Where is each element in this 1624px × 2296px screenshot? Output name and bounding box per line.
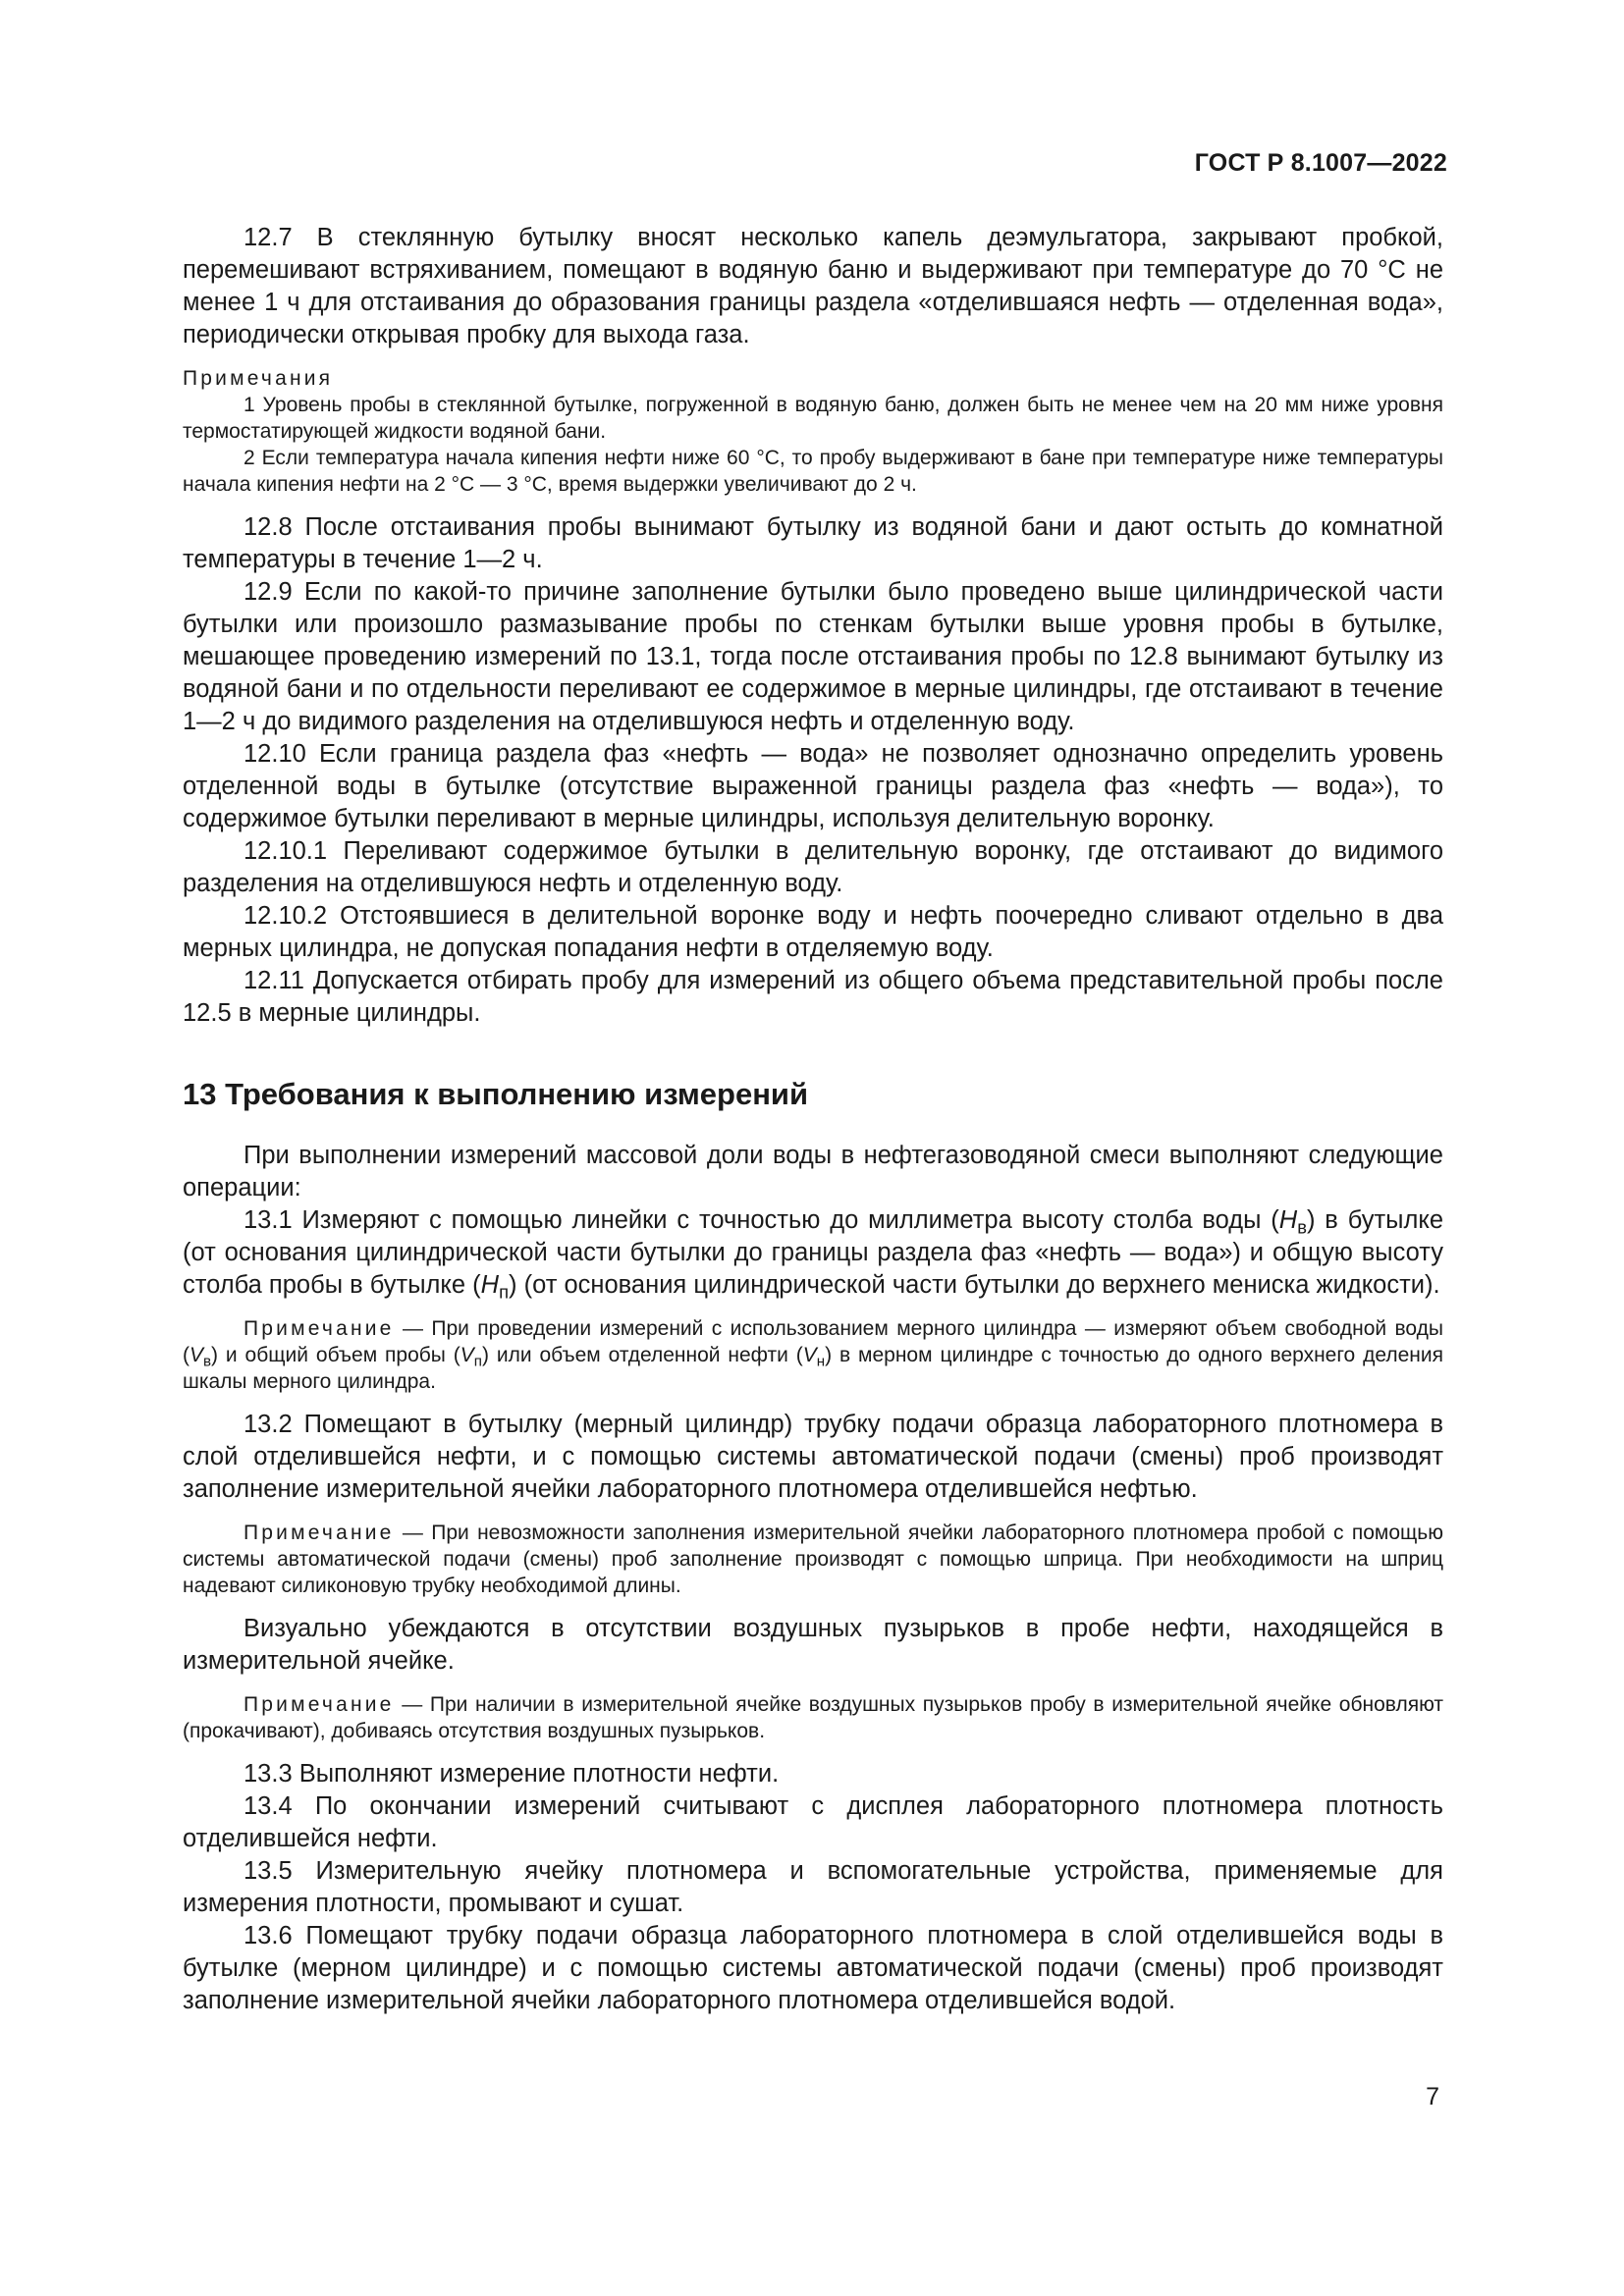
note-13-2-text: — При невозможности заполнения измерительной ячейки лабораторного плотномера пробой с помощью системы автоматической подачи (смены) проб заполнение производят с помощью шприца. При необходимости на шприц надевают силиконовую трубку необходимой длины. (183, 1522, 1443, 1597)
page-number: 7 (1426, 2083, 1439, 2110)
subscript-v: в (1297, 1216, 1307, 1238)
symbol-v: V (460, 1344, 474, 1366)
note-13-1 (183, 1315, 1443, 1395)
paragraph-12-10: 12.10 Если граница раздела фаз «нефть — вода» не позволяет однозначно определить уровень отделенной воды в бутылке (отсутствие выраженной границы раздела фаз «нефть — вода»), то содержимое бутылки переливают в мерные цилиндры, используя делительную воронку. (183, 740, 1443, 832)
note-13-1-c: ) или объем отделенной нефти ( (481, 1344, 803, 1366)
subscript-p: п (499, 1281, 510, 1303)
text-13-1-a: 13.1 Измеряют с помощью линейки с точностью до миллиметра высоту столба воды ( (244, 1206, 1279, 1234)
paragraph-13-6: 13.6 Помещают трубку подачи образца лабораторного плотномера в слой отделившейся воды в бутылке (мерном цилиндре) и с помощью системы автоматической подачи (смены) проб производят заполнение измерительной ячейки лабораторного плотномера отделившейся водой. (183, 1922, 1443, 2014)
note-1: 1 Уровень пробы в стеклянной бутылке, погруженной в водяную баню, должен быть не менее чем на 20 мм ниже уровня термостатирующей жидкости водяной бани. (183, 394, 1443, 443)
note-visual-check (183, 1691, 1443, 1744)
paragraph-12-10-1: 12.10.1 Переливают содержимое бутылки в делительную воронку, где отстаивают до видимого разделения на отделившуюся нефть и отделенную воду. (183, 837, 1443, 897)
symbol-h: H (480, 1271, 500, 1299)
standard-header: ГОСТ Р 8.1007—2022 (1194, 149, 1447, 177)
text-13-1-c: ) (от основания цилиндрической части бутылки до верхнего мениска жидкости). (509, 1271, 1440, 1299)
symbol-v: V (802, 1344, 817, 1366)
paragraph-12-9: 12.9 Если по какой-то причине заполнение бутылки было проведено выше цилиндрической части бутылки или произошло размазывание пробы по стенкам бутылки выше уровня пробы в бутылке, мешающее проведению измерений по 13.1, тогда после отстаивания пробы по 12.8 вынимают бутылку из водяной бани и по отдельности переливают ее содержимое в мерные цилиндры, где отстаивают в течение 1—2 ч до видимого разделения на отделившуюся нефть и отделенную воду. (183, 578, 1443, 735)
subscript-v: в (203, 1353, 212, 1370)
paragraph-13-5: 13.5 Измерительную ячейку плотномера и вспомогательные устройства, применяемые для измерения плотности, промывают и сушат. (183, 1857, 1443, 1917)
paragraph-13-3: 13.3 Выполняют измерение плотности нефти. (244, 1760, 780, 1788)
section-13-heading: 13 Требования к выполнению измерений (183, 1077, 809, 1111)
note-13-1-a: — При проведении измерений с использованием мерного цилиндра — измеряют объем свободной воды ( (183, 1317, 1443, 1366)
subscript-p: п (473, 1353, 482, 1370)
notes-12-7 (183, 365, 1443, 498)
paragraph-12-8: 12.8 После отстаивания пробы вынимают бутылку из водяной бани и дают остыть до комнатной температуры в течение 1—2 ч. (183, 513, 1443, 573)
text-13-1-b: ) в бутылке (от основания цилиндрической части бутылки до границы раздела фаз «нефть — вода») и общую высоту столба пробы в бутылке ( (183, 1206, 1444, 1299)
paragraph-13-2: 13.2 Помещают в бутылку (мерный цилиндр) трубку подачи образца лабораторного плотномера в слой отделившейся нефти, и с помощью системы автоматической подачи (смены) проб производят заполнение измерительной ячейки лабораторного плотномера отделившейся нефтью. (183, 1411, 1443, 1503)
paragraph-13-1 (183, 1204, 1443, 1302)
paragraph-12-7 (183, 222, 1443, 351)
paragraph-visual-check: Визуально убеждаются в отсутствии воздушных пузырьков в пробе нефти, находящейся в измерительной ячейке. (183, 1615, 1443, 1675)
note-13-1-b: ) и общий объем пробы ( (211, 1344, 460, 1366)
paragraph-12-10-2: 12.10.2 Отстоявшиеся в делительной воронке воду и нефть поочередно сливают отдельно в два мерных цилиндра, не допуская попадания нефти в отделяемую воду. (183, 902, 1443, 962)
paragraph-13-4: 13.4 По окончании измерений считывают с дисплея лабораторного плотномера плотность отделившейся нефти. (183, 1792, 1443, 1852)
symbol-v: V (189, 1344, 204, 1366)
symbol-h: H (1278, 1206, 1298, 1234)
text-12-7: 12.7 В стеклянную бутылку вносят несколько капель деэмульгатора, закрывают пробкой, перемешивают встряхиванием, помещают в водяную баню и выдерживают при температуре до 70 °С не менее 1 ч для отстаивания до образования границы раздела «отделившаяся нефть — отделенная вода», периодически открывая пробку для выхода газа. (183, 224, 1443, 348)
notes-label: Примечания (183, 367, 334, 390)
note-label: Примечание (244, 1317, 395, 1340)
page-body (183, 222, 1443, 2017)
note-label: Примечание (244, 1522, 395, 1544)
paragraph-12-11: 12.11 Допускается отбирать пробу для измерений из общего объема представительной пробы после 12.5 в мерные цилиндры. (183, 967, 1443, 1027)
subscript-n: н (816, 1353, 826, 1370)
note-visual-text: — При наличии в измерительной ячейке воздушных пузырьков пробу в измерительной ячейке обновляют (прокачивают), добиваясь отсутствия воздушных пузырьков. (183, 1693, 1443, 1742)
note-13-1-d: ) в мерном цилиндре с точностью до одного верхнего деления шкалы мерного цилиндра. (183, 1344, 1443, 1393)
note-label: Примечание (244, 1693, 395, 1716)
note-2: 2 Если температура начала кипения нефти ниже 60 °С, то пробу выдерживают в бане при температуре ниже температуры начала кипения нефти на 2 °С — 3 °С, время выдержки увеличивают до 2 ч. (183, 447, 1443, 496)
section-13-intro: При выполнении измерений массовой доли воды в нефтегазоводяной смеси выполняют следующие операции: (183, 1142, 1443, 1201)
note-13-2 (183, 1520, 1443, 1599)
